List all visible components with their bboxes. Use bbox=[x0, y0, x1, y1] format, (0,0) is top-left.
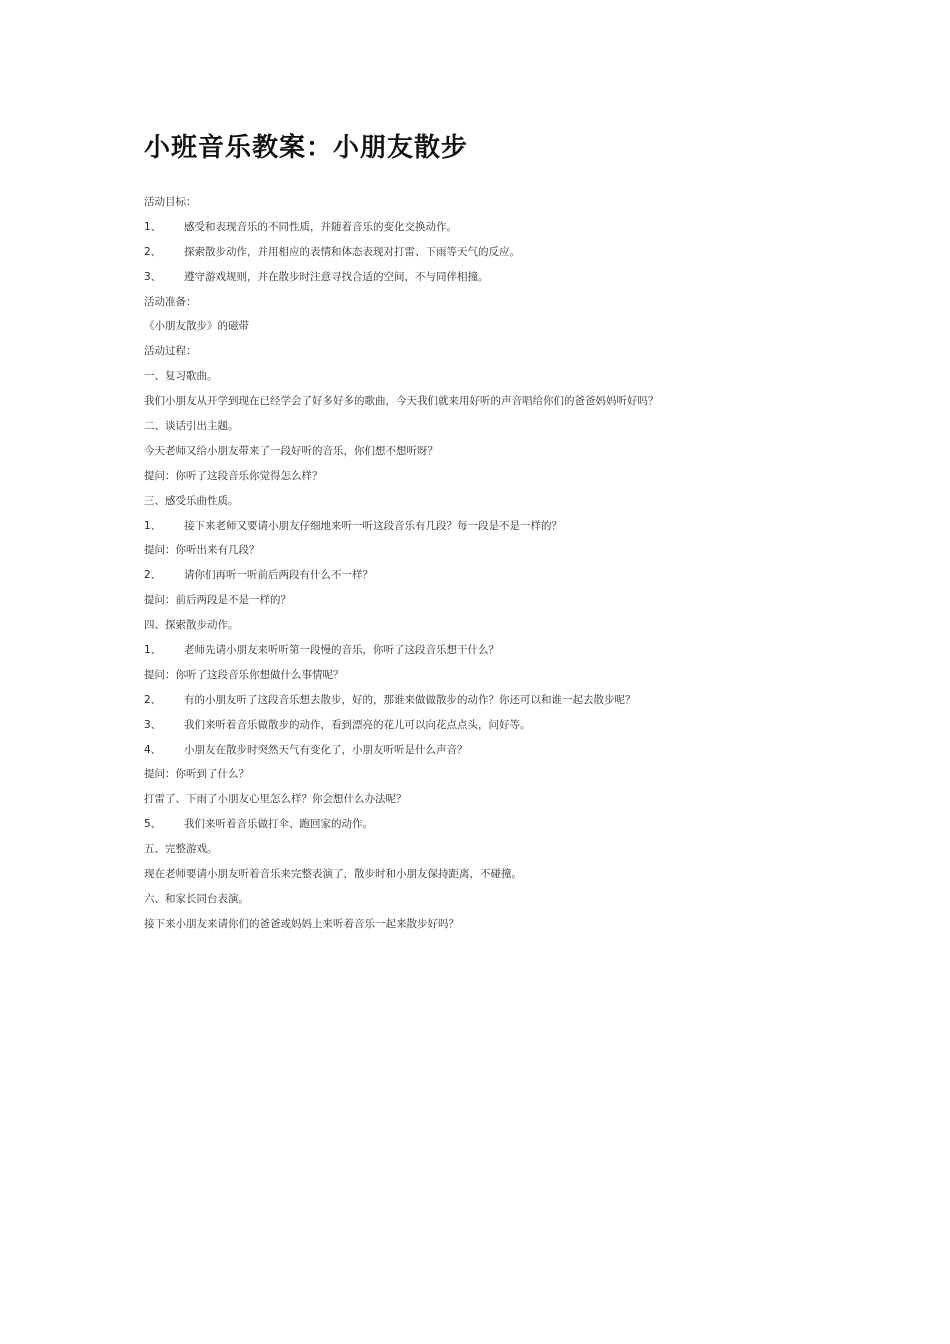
paragraph-text: 老师先请小朋友来听听第一段慢的音乐，你听了这段音乐想干什么？ bbox=[184, 644, 499, 657]
paragraph-text: 提问：你听了这段音乐你觉得怎么样？ bbox=[144, 469, 323, 482]
paragraph bbox=[144, 613, 824, 638]
numbered-paragraph bbox=[144, 812, 824, 837]
paragraph-text: 我们来听着音乐做打伞、跑回家的动作。 bbox=[184, 818, 373, 831]
paragraph-text: 提问：你听了这段音乐你想做什么事情呢？ bbox=[144, 668, 344, 681]
item-number: 4、 bbox=[144, 743, 162, 756]
document-body bbox=[144, 190, 824, 937]
paragraph bbox=[144, 414, 824, 439]
paragraph-text: 提问：你听出来有几段？ bbox=[144, 544, 260, 557]
paragraph-text: 二、谈话引出主题。 bbox=[144, 420, 239, 433]
numbered-paragraph bbox=[144, 265, 824, 290]
paragraph bbox=[144, 663, 824, 688]
item-number: 1、 bbox=[144, 519, 162, 532]
numbered-paragraph bbox=[144, 215, 824, 240]
paragraph-text: 活动目标： bbox=[144, 196, 197, 208]
paragraph bbox=[144, 887, 824, 912]
numbered-paragraph bbox=[144, 713, 824, 738]
paragraph-text: 感受和表现音乐的不同性质，并随着音乐的变化交换动作。 bbox=[184, 220, 457, 233]
paragraph-text: 提问：前后两段是不是一样的？ bbox=[144, 594, 291, 607]
paragraph bbox=[144, 912, 824, 937]
paragraph-text: 活动准备： bbox=[144, 295, 197, 308]
paragraph-text: 一、复习歌曲。 bbox=[144, 370, 218, 383]
paragraph bbox=[144, 339, 824, 364]
numbered-paragraph bbox=[144, 563, 824, 588]
paragraph-text: 活动过程： bbox=[144, 345, 197, 358]
item-number: 2、 bbox=[144, 245, 162, 258]
paragraph-text: 现在老师要请小朋友听着音乐来完整表演了，散步时和小朋友保持距离，不碰撞。 bbox=[144, 868, 522, 881]
item-number: 1、 bbox=[144, 644, 162, 657]
paragraph-text: 遵守游戏规则，并在散步时注意寻找合适的空间，不与同伴相撞。 bbox=[184, 270, 489, 283]
paragraph bbox=[144, 190, 824, 215]
paragraph bbox=[144, 314, 824, 339]
numbered-paragraph bbox=[144, 514, 824, 539]
paragraph-text: 我们来听着音乐做散步的动作，看到漂亮的花儿可以向花点点头，问好等。 bbox=[184, 718, 531, 731]
paragraph-text: 六、和家长同台表演。 bbox=[144, 892, 249, 905]
paragraph-text: 有的小朋友听了这段音乐想去散步，好的，那谁来做做散步的动作？你还可以和谁一起去散步呢？ bbox=[184, 693, 636, 706]
paragraph bbox=[144, 364, 824, 389]
paragraph bbox=[144, 464, 824, 489]
paragraph-text: 今天老师又给小朋友带来了一段好听的音乐，你们想不想听呀？ bbox=[144, 444, 438, 457]
item-number: 3、 bbox=[144, 718, 162, 731]
item-number: 2、 bbox=[144, 693, 162, 706]
paragraph-text: 我们小朋友从开学到现在已经学会了好多好多的歌曲，今天我们就来用好听的声音唱给你们的爸爸妈妈听好吗？ bbox=[144, 395, 659, 408]
paragraph bbox=[144, 290, 824, 315]
paragraph-text: 探索散步动作，并用相应的表情和体态表现对打雷、下雨等天气的反应。 bbox=[184, 245, 520, 258]
paragraph bbox=[144, 588, 824, 613]
numbered-paragraph bbox=[144, 638, 824, 663]
paragraph bbox=[144, 538, 824, 563]
paragraph-text: 打雷了、下雨了小朋友心里怎么样？你会想什么办法呢？ bbox=[144, 793, 407, 806]
paragraph bbox=[144, 762, 824, 787]
paragraph-text: 小朋友在散步时突然天气有变化了，小朋友听听是什么声音？ bbox=[184, 743, 468, 756]
paragraph bbox=[144, 837, 824, 862]
numbered-paragraph bbox=[144, 738, 824, 763]
paragraph bbox=[144, 787, 824, 812]
paragraph-text: 四、探索散步动作。 bbox=[144, 619, 239, 632]
paragraph-text: 接下来老师又要请小朋友仔细地来听一听这段音乐有几段？每一段是不是一样的？ bbox=[184, 519, 562, 532]
paragraph bbox=[144, 439, 824, 464]
paragraph-text: 请你们再听一听前后两段有什么不一样？ bbox=[184, 569, 373, 582]
paragraph-text: 五、完整游戏。 bbox=[144, 843, 218, 856]
item-number: 2、 bbox=[144, 569, 162, 582]
paragraph-text: 三、感受乐曲性质。 bbox=[144, 494, 239, 507]
item-number: 3、 bbox=[144, 270, 162, 283]
paragraph bbox=[144, 389, 824, 414]
numbered-paragraph bbox=[144, 240, 824, 265]
item-number: 5、 bbox=[144, 818, 162, 831]
numbered-paragraph bbox=[144, 688, 824, 713]
paragraph bbox=[144, 862, 824, 887]
paragraph-text: 《小朋友散步》的磁带 bbox=[144, 320, 249, 333]
paragraph-text: 接下来小朋友来请你们的爸爸或妈妈上来听着音乐一起来散步好吗？ bbox=[144, 917, 459, 930]
item-number: 1、 bbox=[144, 220, 162, 233]
paragraph bbox=[144, 489, 824, 514]
paragraph-text: 提问：你听到了什么？ bbox=[144, 768, 249, 781]
document-title: 小班音乐教案：小朋友散步 bbox=[144, 133, 469, 163]
